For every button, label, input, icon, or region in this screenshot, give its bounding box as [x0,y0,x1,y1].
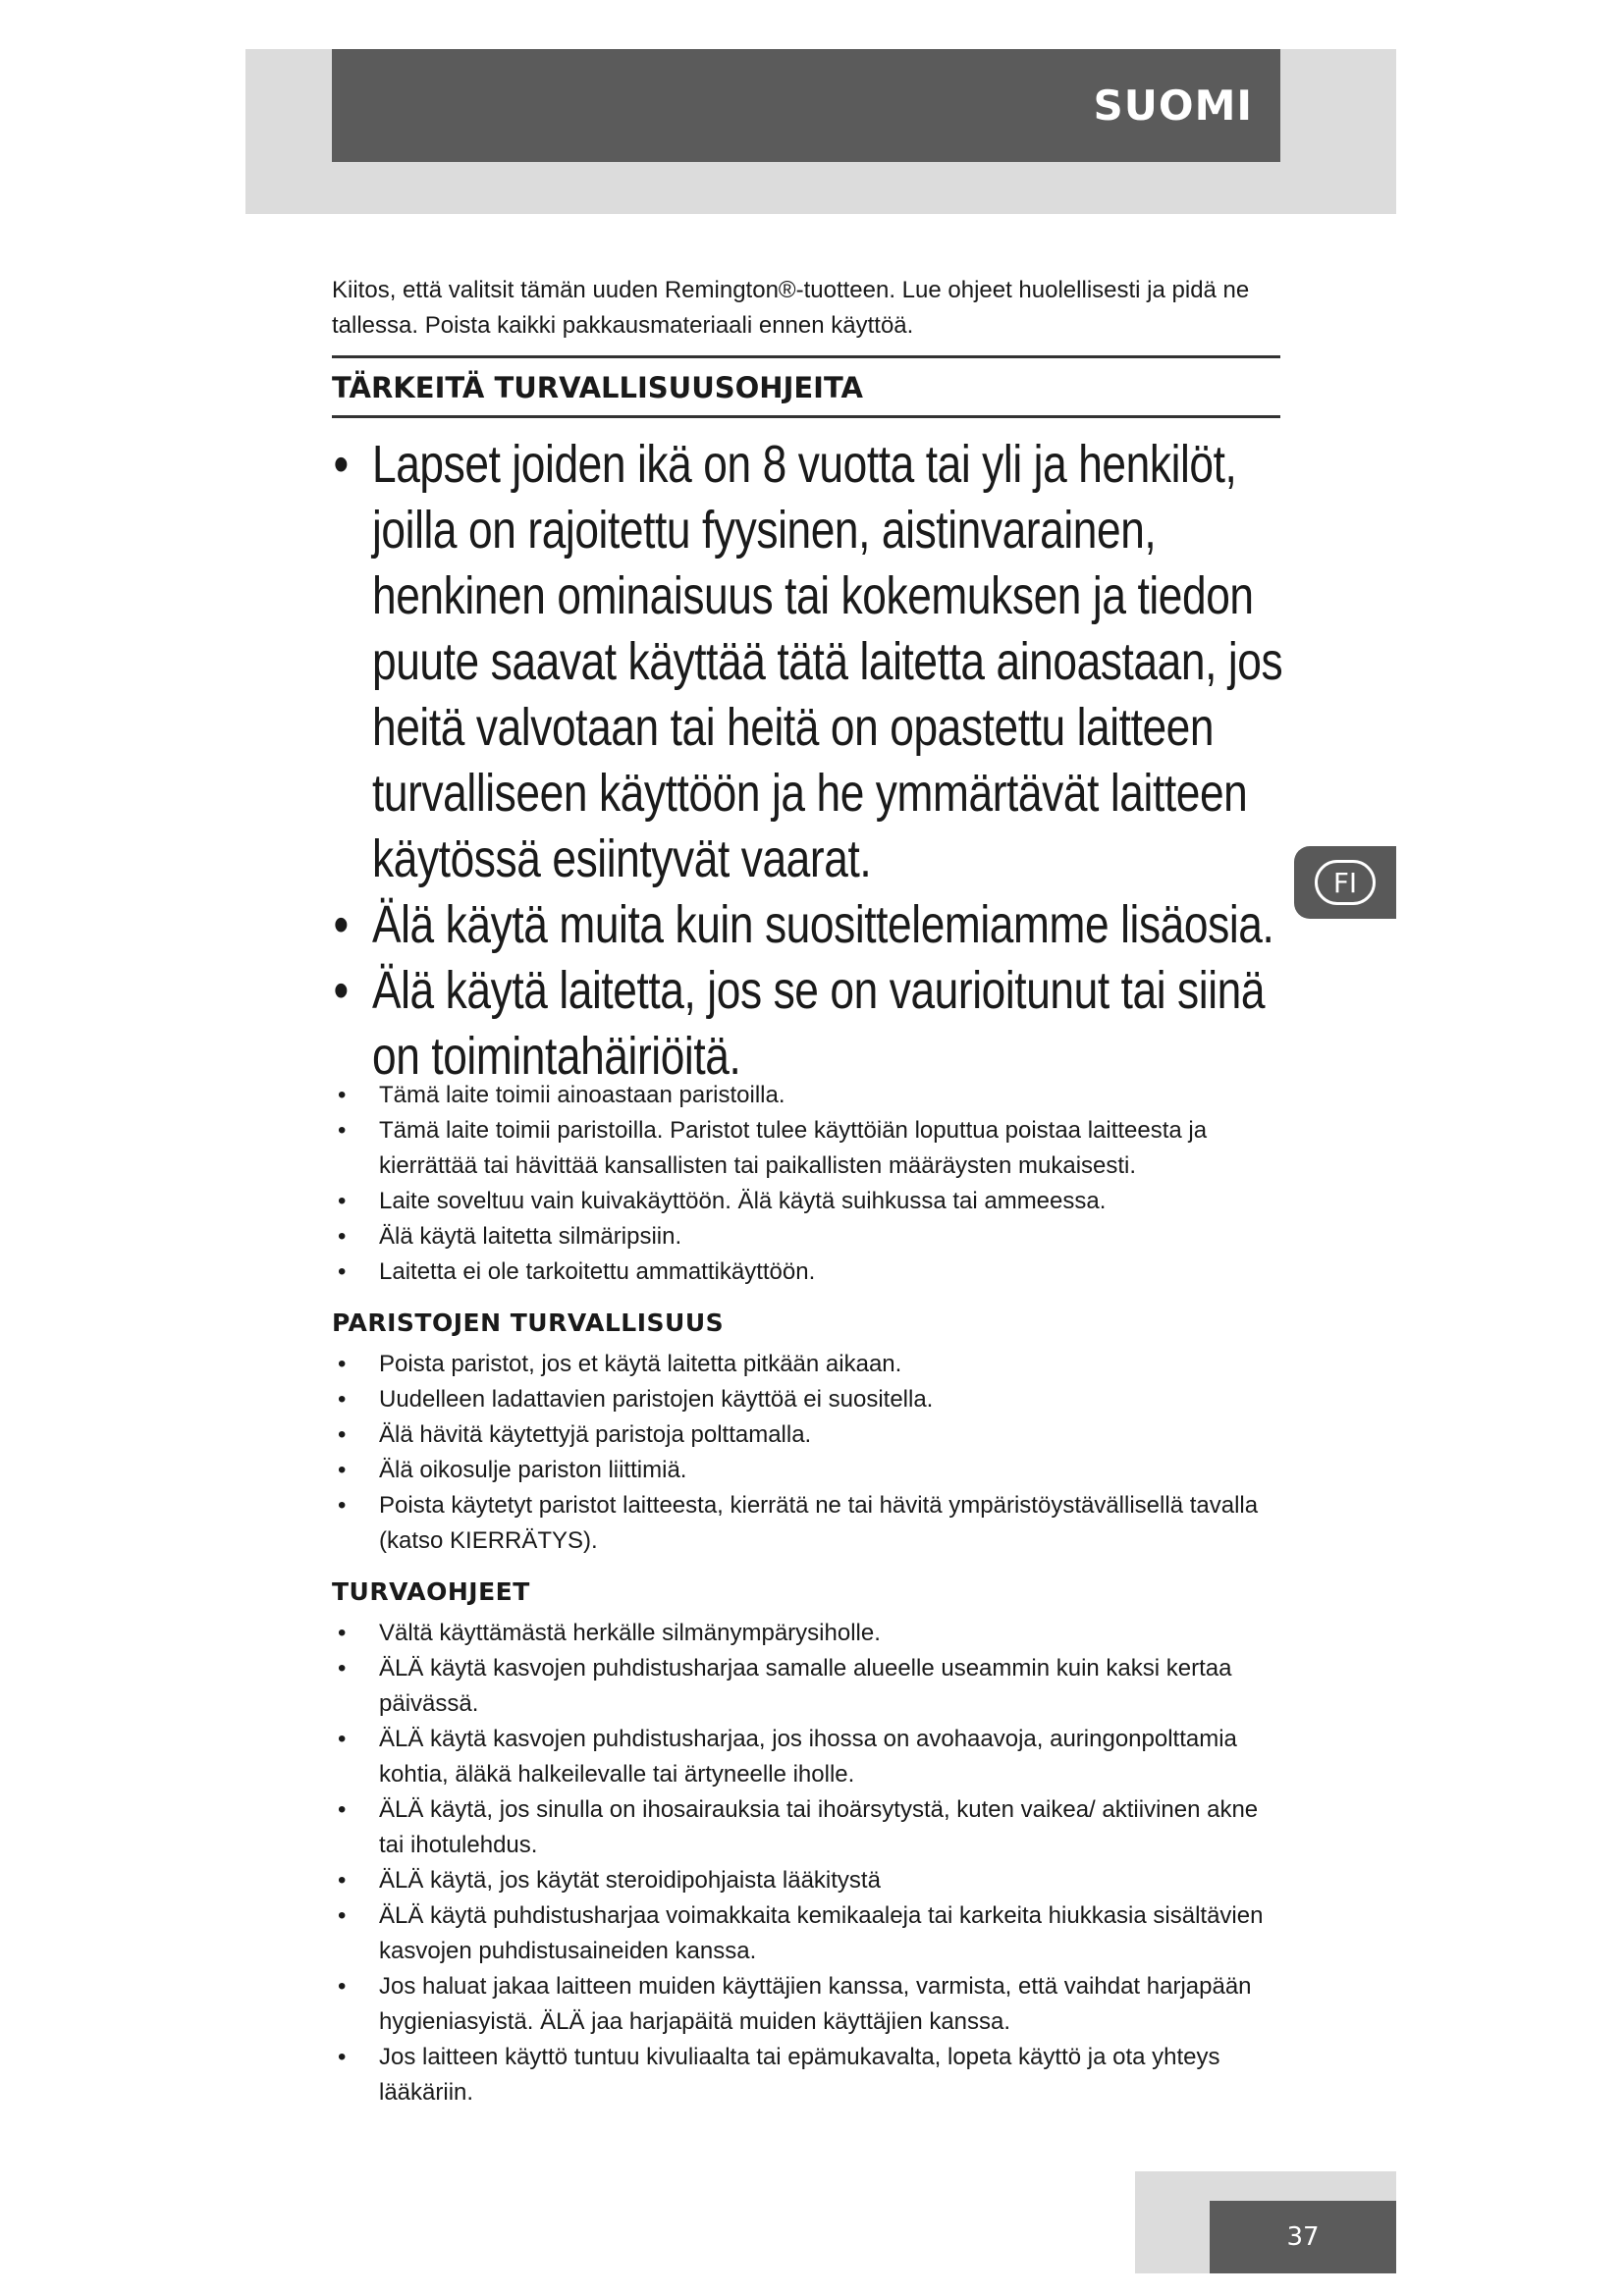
divider-top [332,355,1280,358]
minor-safety-list [332,1078,1280,1290]
header-band [245,49,1396,214]
list-item: • Älä oikosulje pariston liittimiä. [332,1453,1280,1488]
guidance-list [332,1616,1280,2110]
list-item: • Lapset joiden ikä on 8 vuotta tai yli ja henkilöt, joilla on rajoitettu fyysinen, aistinvarainen, henkinen ominaisuus tai kokemuksen ja tiedon puute saavat käyttää tätä laitetta ainoastaan, jos heitä valvotaan tai heitä on opastettu laitteen turvalliseen käyttöön ja he ymmärtävät laitteen käytössä esiintyvät vaarat. [332,432,1298,892]
list-item: • Laitetta ei ole tarkoitettu ammattikäyttöön. [332,1255,1280,1290]
battery-safety-title: PARISTOJEN TURVALLISUUS [332,1308,725,1337]
list-item: • ÄLÄ käytä puhdistusharjaa voimakkaita kemikaaleja tai karkeita hiukkasia sisältävien kasvojen puhdistusaineiden kanssa. [332,1898,1280,1969]
language-code-badge [1315,860,1376,905]
list-item: • ÄLÄ käytä kasvojen puhdistusharjaa samalle alueelle useammin kuin kaksi kertaa päivässä. [332,1651,1280,1722]
intro-paragraph: Kiitos, että valitsit tämän uuden Remington®-tuotteen. Lue ohjeet huolellisesti ja pidä ne tallessa. Poista kaikki pakkausmateriaali ennen käyttöä. [332,277,1250,339]
list-item: • Älä hävitä käytettyjä paristoja polttamalla. [332,1417,1280,1453]
list-item: • Vältä käyttämästä herkälle silmänympärysiholle. [332,1616,1280,1651]
list-item: • Tämä laite toimii paristoilla. Paristot tulee käyttöiän loputtua poistaa laitteesta ja kierrättää tai hävittää kansallisten tai paikallisten määräysten mukaisesti. [332,1113,1280,1184]
major-safety-list [332,432,1283,1090]
language-title: SUOMI [1093,81,1253,130]
main-content [332,273,1283,2110]
battery-safety-list [332,1347,1280,1559]
page-number-box [1210,2201,1396,2273]
list-item: • Poista paristot, jos et käytä laitetta pitkään aikaan. [332,1347,1280,1382]
list-item: • Poista käytetyt paristot laitteesta, kierrätä ne tai hävitä ympäristöystävällisellä tavalla (katso KIERRÄTYS). [332,1488,1280,1559]
language-code: FI [1332,866,1358,899]
safety-title: TÄRKEITÄ TURVALLISUUSOHJEITA [332,371,863,404]
list-item: • Älä käytä laitetta, jos se on vaurioitunut tai siinä on toimintahäiriöitä. [332,958,1298,1090]
guidance-title: TURVAOHJEET [332,1577,530,1606]
language-header [332,49,1280,162]
footer-band [1135,2171,1396,2273]
list-item: • ÄLÄ käytä, jos käytät steroidipohjaista lääkitystä [332,1863,1280,1898]
divider-bottom [332,415,1280,418]
page-number: 37 [1286,2222,1320,2252]
list-item: • Jos haluat jakaa laitteen muiden käyttäjien kanssa, varmista, että vaihdat harjapään hygieniasyistä. ÄLÄ jaa harjapäitä muiden käyttäjien kanssa. [332,1969,1280,2040]
language-tab [1294,846,1396,919]
list-item: • ÄLÄ käytä, jos sinulla on ihosairauksia tai ihoärsytystä, kuten vaikea/ aktiivinen akne tai ihotulehdus. [332,1792,1280,1863]
list-item: • Uudelleen ladattavien paristojen käyttöä ei suositella. [332,1382,1280,1417]
list-item: • Älä käytä muita kuin suosittelemiamme lisäosia. [332,892,1298,958]
list-item: • Tämä laite toimii ainoastaan paristoilla. [332,1078,1280,1113]
list-item: • Jos laitteen käyttö tuntuu kivuliaalta tai epämukavalta, lopeta käyttö ja ota yhteys lääkäriin. [332,2040,1280,2110]
list-item: • ÄLÄ käytä kasvojen puhdistusharjaa, jos ihossa on avohaavoja, auringonpolttamia kohtia, äläkä halkeilevalle tai ärtyneelle iholle. [332,1722,1280,1792]
list-item: • Laite soveltuu vain kuivakäyttöön. Älä käytä suihkussa tai ammeessa. [332,1184,1280,1219]
list-item: • Älä käytä laitetta silmäripsiin. [332,1219,1280,1255]
